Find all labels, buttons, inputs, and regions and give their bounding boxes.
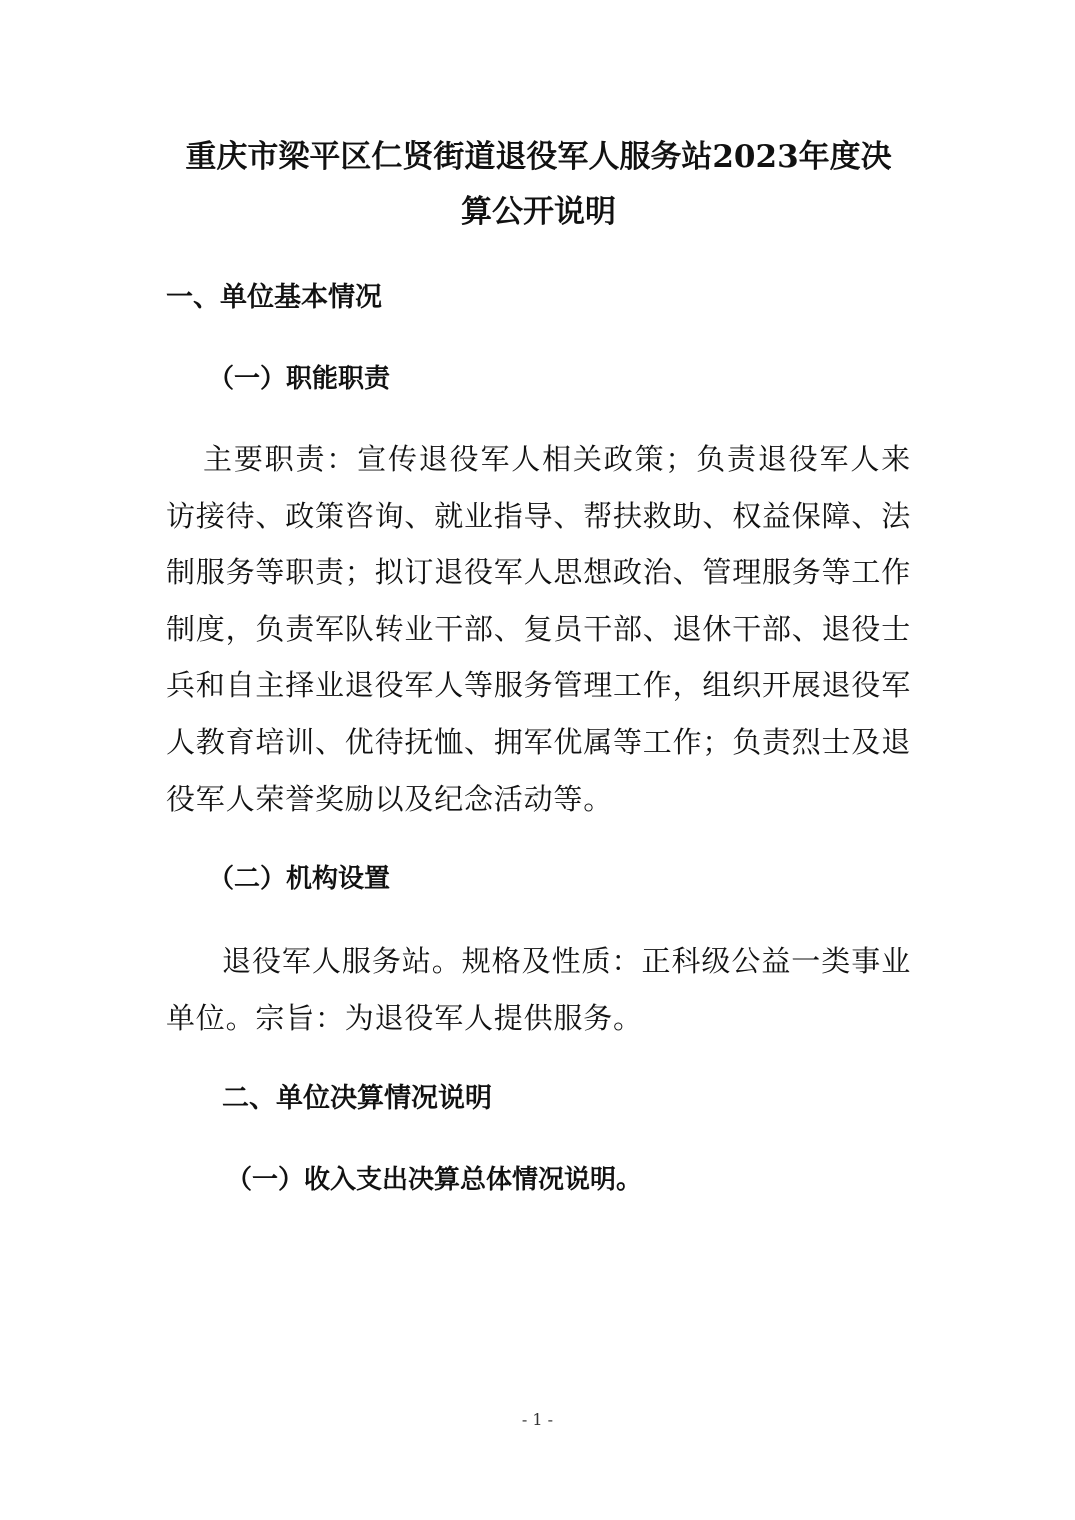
document-title-line-1: 重庆市梁平区仁贤街道退役军人服务站2023年度决 bbox=[185, 139, 892, 175]
duties-paragraph: 主要职责：宣传退役军人相关政策；负责退役军人来访接待、政策咨询、就业指导、帮扶救助、权益保障、法制服务等职责；拟订退役军人思想政治、管理服务等工作制度，负责军队转业干部、复员干部、退休干部、退役士兵和自主择业退役军人等服务管理工作，组织开展退役军人教育培训、优待抚恤、拥军优属等工作；负责烈士及退役军人荣誉奖励以及纪念活动等。 bbox=[166, 442, 912, 816]
subsection-heading-duties: （一）职能职责 bbox=[208, 364, 391, 394]
section-heading-basic-info: 一、单位基本情况 bbox=[166, 282, 382, 313]
organization-paragraph: 退役军人服务站。规格及性质：正科级公益一类事业单位。宗旨：为退役军人提供服务。 bbox=[166, 944, 911, 1035]
page-number: - 1 - bbox=[521, 1410, 554, 1429]
subsection-heading-income-expenditure: （一）收入支出决算总体情况说明。 bbox=[226, 1165, 643, 1195]
document-title-line-2: 算公开说明 bbox=[461, 194, 616, 230]
section-heading-final-accounts: 二、单位决算情况说明 bbox=[222, 1083, 492, 1114]
subsection-heading-organization: （二）机构设置 bbox=[208, 864, 391, 894]
